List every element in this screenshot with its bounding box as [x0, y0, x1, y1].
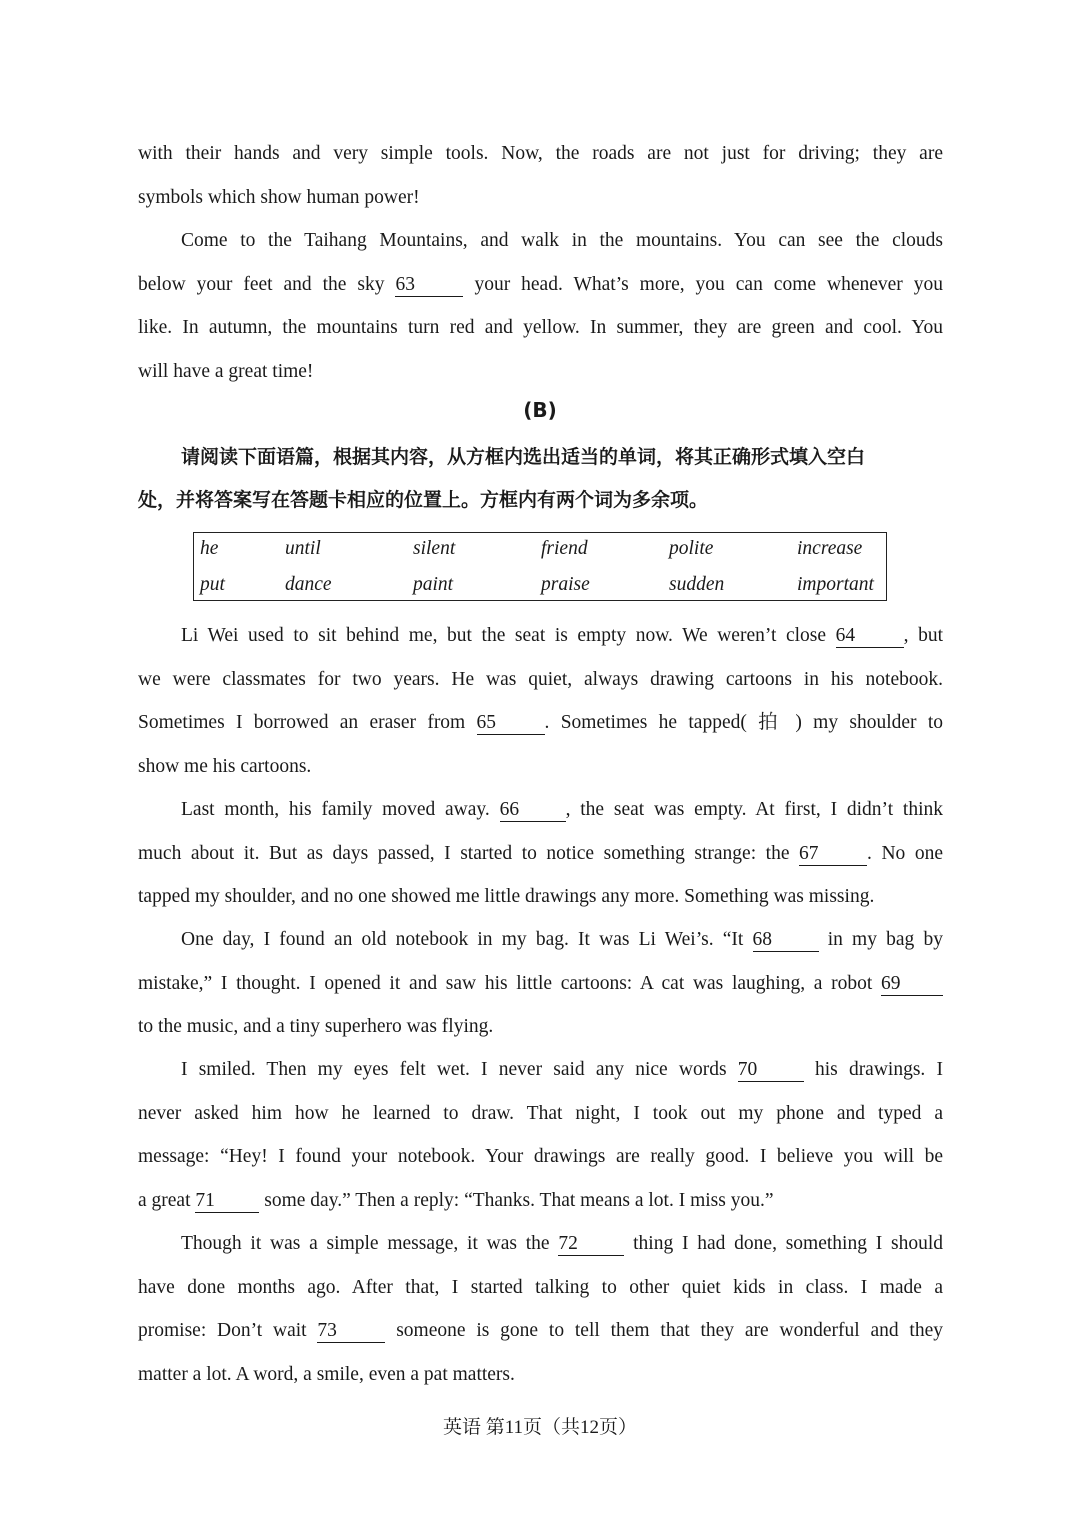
- text-line: matter a lot. A word, a smile, even a pat matters.: [138, 1363, 515, 1385]
- word-box: [193, 532, 887, 601]
- blank-70[interactable]: 70: [738, 1059, 804, 1082]
- blank-69[interactable]: 69: [881, 973, 943, 996]
- text-line: One day, I found an old notebook in my bag. It was Li Wei’s. “It 68 in my bag by: [181, 929, 943, 950]
- blank-66[interactable]: 66: [500, 799, 566, 822]
- section-instructions: [138, 436, 948, 522]
- blank-65[interactable]: 65: [477, 712, 545, 735]
- word-option: polite: [669, 538, 714, 559]
- text-line: much about it. But as days passed, I started to notice something strange: the 67 . No one: [138, 842, 943, 864]
- passage-b-paragraph-5: [138, 1222, 943, 1396]
- blank-72[interactable]: 72: [558, 1233, 624, 1256]
- word-option: put: [200, 574, 225, 595]
- word-option: sudden: [669, 574, 725, 595]
- passage-a-paragraph-2: [138, 219, 943, 393]
- word-option: dance: [285, 574, 332, 595]
- word-option: important: [797, 574, 874, 595]
- word-option: until: [285, 538, 321, 559]
- word-option: silent: [413, 538, 456, 559]
- text-line: never asked him how he learned to draw. That night, I took out my phone and typed a: [138, 1102, 943, 1124]
- word-option: he: [200, 538, 219, 559]
- word-option: friend: [541, 538, 588, 559]
- text-line: symbols which show human power!: [138, 186, 420, 208]
- instruction-line: 请阅读下面语篇，根据其内容，从方框内选出适当的单词，将其正确形式填入空白: [181, 446, 866, 468]
- text-line: mistake,” I thought. I opened it and saw his little cartoons: A cat was laughing, a robot 69: [138, 962, 943, 1006]
- text-line: we were classmates for two years. He was quiet, always drawing cartoons in his notebook.: [138, 668, 943, 690]
- text-line: will have a great time!: [138, 360, 314, 382]
- text-line: to the music, and a tiny superhero was flying.: [138, 1016, 494, 1037]
- text-line: have done months ago. After that, I started talking to other quiet kids in class. I made a: [138, 1276, 943, 1298]
- text-line: with their hands and very simple tools. Now, the roads are not just for driving; they are: [138, 143, 943, 164]
- word-option: praise: [541, 574, 590, 595]
- passage-b-paragraph-1: [138, 614, 943, 788]
- blank-63[interactable]: 63: [395, 274, 463, 297]
- text-line: like. In autumn, the mountains turn red and yellow. In summer, they are green and cool. You: [138, 317, 943, 338]
- blank-64[interactable]: 64: [836, 625, 904, 648]
- text-line: I smiled. Then my eyes felt wet. I never said any nice words 70 his drawings. I: [181, 1059, 943, 1080]
- text-line: tapped my shoulder, and no one showed me little drawings any more. Something was missing.: [138, 886, 875, 907]
- word-option: paint: [413, 574, 454, 595]
- passage-b-paragraph-4: [138, 1048, 943, 1222]
- text-line: Sometimes I borrowed an eraser from 65 . Sometimes he tapped( 拍 ) my shoulder to: [138, 712, 943, 733]
- blank-68[interactable]: 68: [753, 929, 819, 952]
- word-option: increase: [797, 538, 863, 559]
- text-line: Come to the Taihang Mountains, and walk in the mountains. You can see the clouds: [181, 230, 943, 251]
- text-line: message: “Hey! I found your notebook. Your drawings are really good. I believe you will be: [138, 1146, 943, 1167]
- text-line: show me his cartoons.: [138, 755, 312, 777]
- text-line: below your feet and the sky 63 your head. What’s more, you can come whenever you: [138, 273, 943, 295]
- blank-67[interactable]: 67: [799, 843, 867, 866]
- section-heading: (B): [523, 398, 557, 422]
- text-line: a great 71 some day.” Then a reply: “Thanks. That means a lot. I miss you.”: [138, 1189, 774, 1211]
- page-footer: 英语 第11页（共12页）: [442, 1417, 638, 1438]
- text-line: promise: Don’t wait 73 someone is gone to tell them that they are wonderful and they: [138, 1320, 943, 1341]
- passage-b-paragraph-2: [138, 788, 943, 919]
- blank-71[interactable]: 71: [195, 1190, 259, 1213]
- passage-b-paragraph-3: [138, 918, 943, 1049]
- blank-73[interactable]: 73: [317, 1320, 385, 1343]
- passage-a-paragraph-1: [138, 132, 943, 219]
- text-line: Though it was a simple message, it was the 72 thing I had done, something I should: [181, 1233, 943, 1254]
- text-line: Last month, his family moved away. 66 , the seat was empty. At first, I didn’t think: [181, 799, 943, 820]
- text-line: Li Wei used to sit behind me, but the seat is empty now. We weren’t close 64 , but: [181, 625, 943, 646]
- instruction-line: 处，并将答案写在答题卡相应的位置上。方框内有两个词为多余项。: [138, 489, 709, 511]
